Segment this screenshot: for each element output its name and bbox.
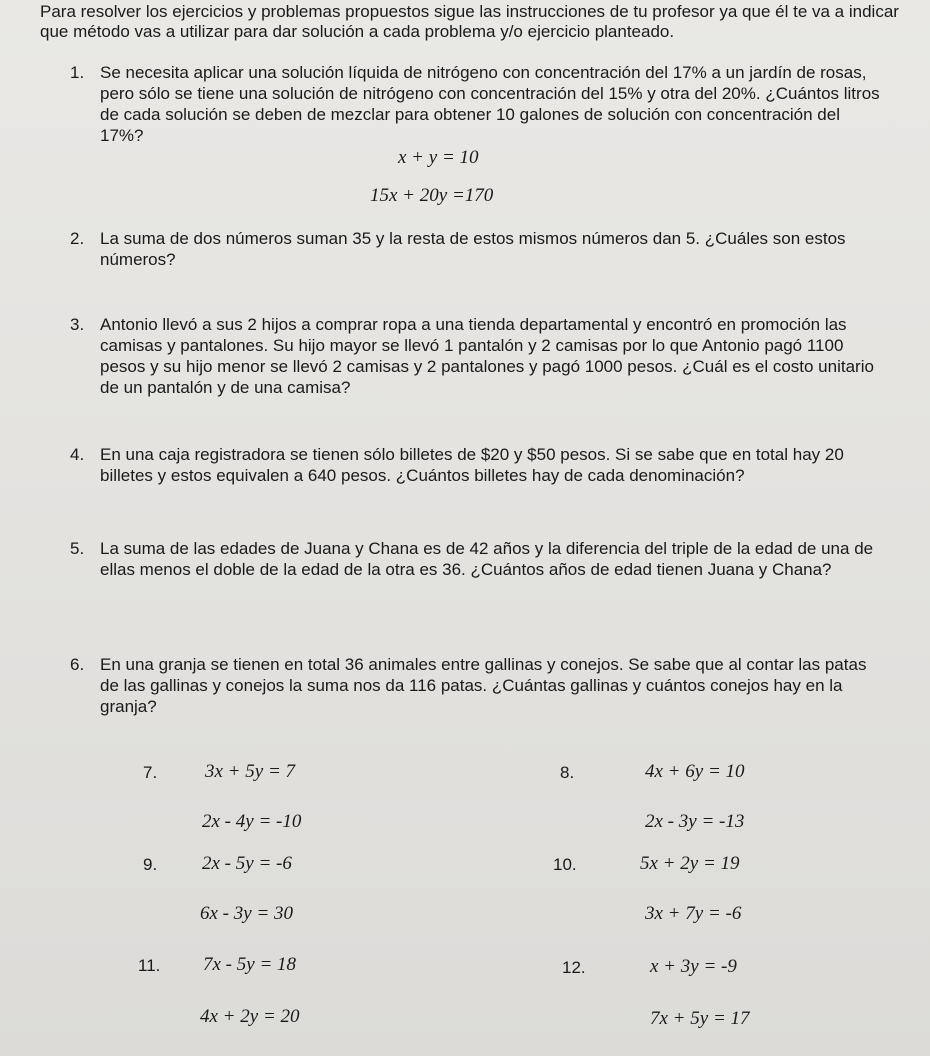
system-9-number: 9. bbox=[143, 855, 158, 874]
problem-1-equation-1: x + y = 10 bbox=[398, 147, 479, 168]
problem-text: Se necesita aplicar una solución líquida de nitrógeno con concentración del 17% a un jardín de rosas, pero sólo se tiene una solución de nitrógeno con concentración del 15% y otra del 20%. ¿Cuántos litros de cada solución se deben de mezclar para obtener 10 galones de solución con concentración del 17%? bbox=[100, 63, 880, 145]
system-11-equation-2: 4x + 2y = 20 bbox=[200, 1006, 300, 1027]
problem-number: 6. bbox=[70, 655, 85, 674]
instructions-paragraph: Para resolver los ejercicios y problemas propuestos sigue las instrucciones de tu profesor ya que él te va a indicar que método vas a utilizar para dar solución a cada problema y/o ejercicio planteado. bbox=[40, 2, 899, 41]
problem-number: 2. bbox=[70, 229, 85, 248]
system-10-equation-2: 3x + 7y = -6 bbox=[645, 903, 742, 924]
problem-text: En una caja registradora se tienen sólo billetes de $20 y $50 pesos. Si se sabe que en total hay 20 billetes y estos equivalen a 640 pesos. ¿Cuántos billetes hay de cada denominación? bbox=[100, 445, 844, 485]
system-8-equation-2: 2x - 3y = -13 bbox=[645, 811, 745, 832]
system-8-equation-1: 4x + 6y = 10 bbox=[645, 761, 745, 782]
system-12-equation-2: 7x + 5y = 17 bbox=[650, 1008, 750, 1029]
problem-text: La suma de las edades de Juana y Chana es de 42 años y la diferencia del triple de la edad de una de ellas menos el doble de la edad de la otra es 36. ¿Cuántos años de edad tienen Juana y Chana? bbox=[100, 539, 874, 579]
problem-5 bbox=[70, 538, 880, 580]
problem-1 bbox=[70, 62, 880, 146]
problem-2 bbox=[70, 228, 880, 270]
system-9-equation-1: 2x - 5y = -6 bbox=[202, 853, 292, 874]
problem-1-equation-2: 15x + 20y =170 bbox=[370, 185, 494, 206]
system-10-number: 10. bbox=[553, 855, 577, 874]
system-7-equation-1: 3x + 5y = 7 bbox=[205, 761, 296, 782]
system-12-equation-1: x + 3y = -9 bbox=[650, 956, 737, 977]
problem-4 bbox=[70, 444, 880, 486]
system-12-number: 12. bbox=[562, 958, 586, 977]
problem-6 bbox=[70, 654, 880, 717]
problem-text: La suma de dos números suman 35 y la resta de estos mismos números dan 5. ¿Cuáles son estos números? bbox=[100, 229, 846, 269]
system-11-number: 11. bbox=[138, 956, 161, 975]
problem-text: En una granja se tienen en total 36 animales entre gallinas y conejos. Se sabe que al contar las patas de las gallinas y conejos la suma nos da 116 patas. ¿Cuántas gallinas y cuántos conejos hay en la granja? bbox=[100, 655, 867, 716]
system-10-equation-1: 5x + 2y = 19 bbox=[640, 853, 740, 874]
problem-number: 5. bbox=[70, 539, 85, 558]
problem-number: 4. bbox=[70, 445, 85, 464]
problem-text: Antonio llevó a sus 2 hijos a comprar ropa a una tienda departamental y encontró en promoción las camisas y pantalones. Su hijo mayor se llevó 1 pantalón y 2 camisas por lo que Antonio pagó 1100 pesos y su hijo menor se llevó 2 camisas y 2 pantalones y pagó 1000 pesos. ¿Cuál es el costo unitario de un pantalón y de una camisa? bbox=[100, 315, 874, 397]
system-7-number: 7. bbox=[143, 763, 158, 782]
system-7-equation-2: 2x - 4y = -10 bbox=[202, 811, 302, 832]
system-8-number: 8. bbox=[560, 763, 575, 782]
system-9-equation-2: 6x - 3y = 30 bbox=[200, 903, 294, 924]
problem-number: 3. bbox=[70, 315, 85, 334]
system-11-equation-1: 7x - 5y = 18 bbox=[203, 954, 297, 975]
problem-number: 1. bbox=[70, 63, 85, 82]
problem-3 bbox=[70, 314, 880, 398]
